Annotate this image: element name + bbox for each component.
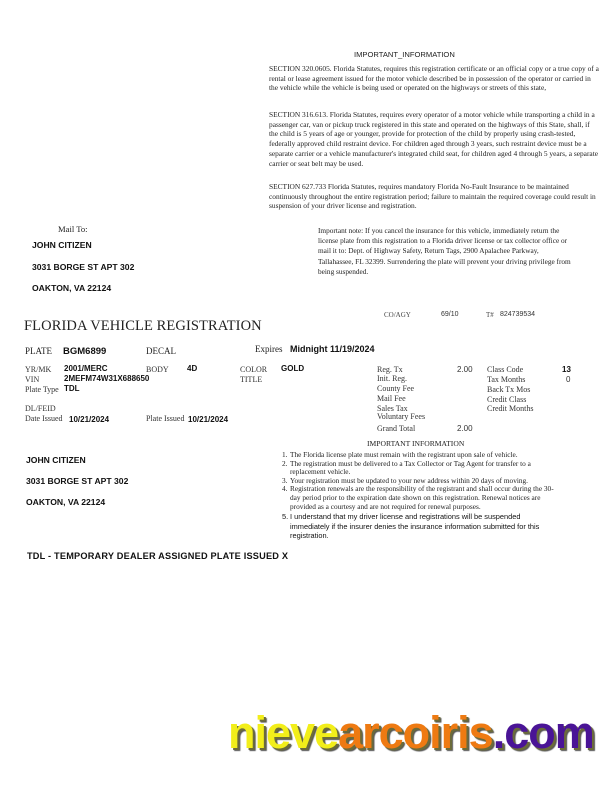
co-agy-label: CO/AGY — [384, 311, 411, 319]
expires-value: Midnight 11/19/2024 — [290, 344, 375, 354]
info-item-text: The registration must be delivered to a Tax Collector or Tag Agent for transfer to a replacement vehicle. — [290, 458, 531, 477]
info-item-2 — [282, 460, 544, 477]
mail-to-name: JOHN CITIZEN — [32, 240, 92, 250]
watermark-part-arcoiris: arcoiris — [338, 707, 493, 758]
expires-label: Expires — [255, 344, 283, 354]
color-value: GOLD — [281, 364, 305, 373]
plate-type-value: TDL — [64, 384, 80, 393]
class-code-label: Class Code — [487, 365, 524, 374]
watermark-part-com: .com — [492, 707, 594, 758]
co-agy-value: 69/10 — [441, 311, 459, 318]
fee-init-reg-label: Init. Reg. — [377, 374, 407, 383]
body-label: BODY — [146, 365, 169, 374]
title-label: TITLE — [240, 375, 263, 384]
plate-type-label: Plate Type — [25, 385, 59, 394]
statute-section-320 — [269, 64, 599, 93]
owner-city: OAKTON, VA 22124 — [26, 497, 106, 507]
info-item-5 — [282, 512, 544, 540]
info-item-number: 4. — [282, 484, 288, 494]
dl-feid-label: DL/FEID — [25, 404, 56, 413]
vin-label: VIN — [25, 375, 40, 384]
info-item-text: I understand that my driver license and registrations will be suspended immediately if the insurer denies the insurance information submitted for this registration. — [290, 512, 540, 540]
grand-total-value: 2.00 — [457, 424, 473, 433]
tax-months-value: 0 — [566, 375, 571, 384]
owner-street: 3031 BORGE ST APT 302 — [26, 476, 129, 486]
t-number-label: T# — [486, 311, 494, 319]
important-note-text: Important note: If you cancel the insurance for this vehicle, immediately return the license plate from this registration to a Florida driver license or tax collector office or mail it to: Dept. of Highway Safety, Return Tags, 2900 Apalachee Parkway, Tallahassee, FL 32399. Surrendering the plate will prevent your driving privilege from being suspended. — [318, 226, 571, 276]
info-item-4 — [282, 485, 562, 511]
fee-reg-tx-label: Reg. Tx — [377, 365, 403, 374]
tdl-notice: TDL - TEMPORARY DEALER ASSIGNED PLATE ISSUED X — [27, 551, 289, 561]
yrmk-label: YR/MK — [25, 365, 52, 374]
date-issued-label: Date Issued — [25, 414, 63, 423]
plate-issued-value: 10/21/2024 — [188, 415, 229, 424]
fee-reg-tx-value: 2.00 — [457, 365, 473, 374]
mail-to-city: OAKTON, VA 22124 — [32, 283, 112, 293]
mail-to-street: 3031 BORGE ST APT 302 — [32, 262, 135, 272]
info-item-text: Your registration must be updated to your new address within 20 days of moving. — [290, 475, 528, 485]
important-information-list — [282, 451, 602, 540]
vin-value: 2MEFM74W31X688650 — [64, 374, 150, 383]
yrmk-value: 2001/MERC — [64, 364, 108, 373]
info-item-text: Registration renewals are the responsibility of the registrant and shall occur during the 30-day period prior to the expiration date shown on this registration. Renewal notices are provided as a courtesy and are not required for renewal purposes. — [290, 484, 554, 511]
color-label: COLOR — [240, 365, 268, 374]
important-note — [318, 226, 573, 277]
watermark-part-nieve: nieve — [228, 707, 339, 758]
watermark-logo — [228, 708, 594, 758]
fee-county-label: County Fee — [377, 384, 415, 393]
class-code-value: 13 — [562, 365, 571, 374]
info-item-number: 3. — [282, 475, 288, 485]
t-number-value: 824739534 — [500, 311, 536, 318]
important-information-title: IMPORTANT_INFORMATION — [354, 50, 455, 59]
credit-class-label: Credit Class — [487, 395, 527, 404]
statute-section-627 — [269, 182, 599, 211]
statute-text: SECTION 320.0605. Florida Statutes, requires this registration certificate or an official copy or a true copy of a rental or lease agreement issued for the motor vehicle described be in possession of the operator or carried in the vehicle while the vehicle is being used or operated on the highways or streets of this state, — [269, 64, 599, 93]
fee-voluntary-label: Voluntary Fees — [377, 412, 426, 421]
plate-value: BGM6899 — [63, 346, 107, 357]
info-item-text: The Florida license plate must remain with the registrant upon sale of vehicle. — [290, 450, 518, 459]
info-item-number: 1. — [282, 450, 288, 459]
plate-issued-label: Plate Issued — [146, 414, 185, 423]
info-item-number: 5. — [282, 512, 289, 522]
mail-to-label: Mail To: — [58, 224, 88, 234]
back-tx-mos-label: Back Tx Mos — [487, 385, 531, 394]
plate-label: PLATE — [25, 346, 52, 356]
statute-text: SECTION 627.733 Florida Statutes, requires mandatory Florida No-Fault Insurance to be maintained continuously throughout the entire registration period; failure to maintain the required coverage could result in suspension of your driver license and registration. — [269, 182, 596, 211]
important-information-2-title: IMPORTANT INFORMATION — [367, 439, 465, 448]
date-issued-value: 10/21/2024 — [69, 415, 110, 424]
tax-months-label: Tax Months — [487, 375, 526, 384]
info-item-number: 2. — [282, 458, 288, 468]
fee-sales-tax-label: Sales Tax — [377, 404, 408, 413]
body-value: 4D — [187, 364, 198, 373]
owner-name: JOHN CITIZEN — [26, 455, 86, 465]
statute-text: SECTION 316.613. Florida Statutes, requires every operator of a motor vehicle while transporting a child in a passenger car, van or pickup truck registered in this state and operated on the highways of this State, shall, if the child is 5 years of age or younger, provide for protection of the child by properly using crash-tested, federally approved child restraint device. For children aged through 3 years, such restraint device must be a separate carrier or a vehicle manufacturer's integrated child seat, for children aged 4 through 5 years, a separate carrier or seat belt may be used. — [269, 110, 599, 168]
page-title: FLORIDA VEHICLE REGISTRATION — [24, 318, 262, 334]
decal-label: DECAL — [146, 346, 176, 356]
fee-mail-label: Mail Fee — [377, 394, 406, 403]
credit-months-label: Credit Months — [487, 404, 534, 413]
statute-section-316 — [269, 110, 599, 168]
grand-total-label: Grand Total — [377, 424, 416, 433]
